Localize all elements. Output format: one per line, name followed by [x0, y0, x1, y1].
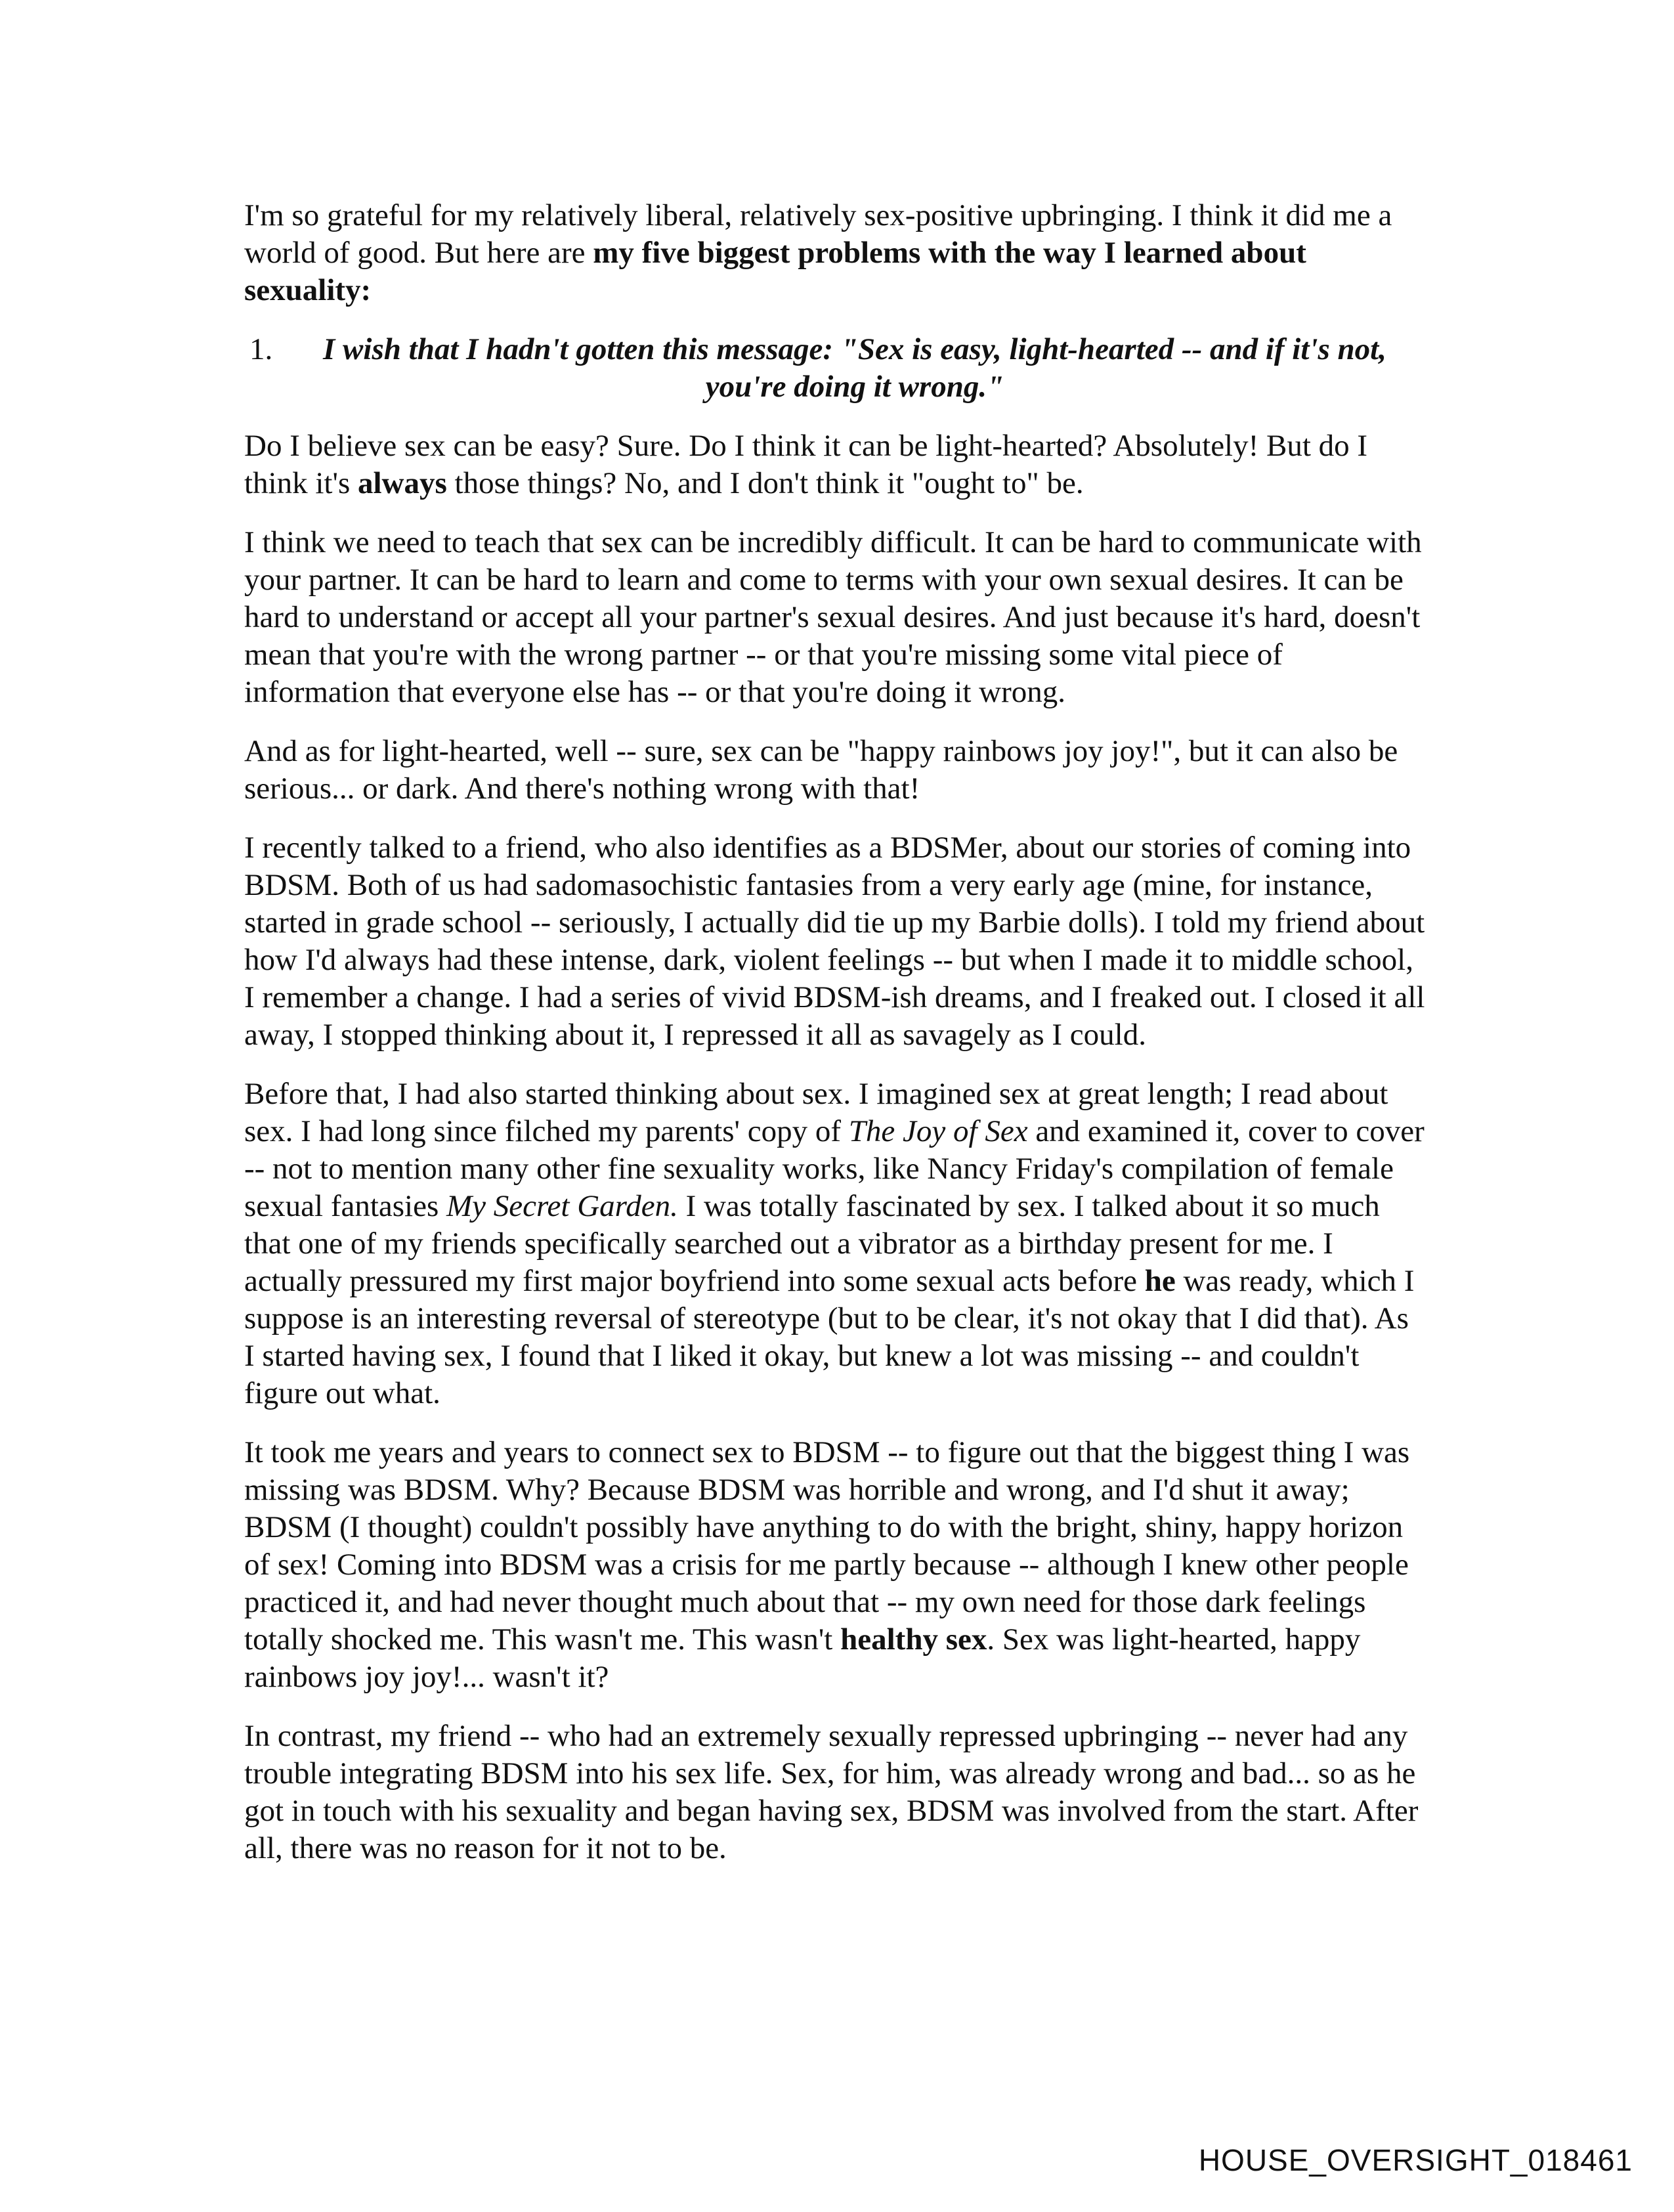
list-number: 1.: [249, 332, 273, 366]
paragraph-5-text-c: I was totally fascinated by sex. I talked about it so much that one of my friends specifically searched out a vibrator as a birthday present for me. I actually pressured my first major boyfriend into some sexual acts before: [244, 1189, 1380, 1298]
paragraph-3: And as for light-hearted, well -- sure, sex can be "happy rainbows joy joy!", but it can also be serious... or dark. And there's nothing wrong with that!: [244, 734, 1398, 806]
intro-text: I'm so grateful for my relatively liberal, relatively sex-positive upbringing. I think it did me a world of good. But here are: [244, 198, 1392, 270]
paragraph-5: [244, 1075, 1426, 1412]
book-title-my-secret-garden: My Secret Garden.: [446, 1189, 678, 1223]
paragraph-5-text-a: Before that, I had also started thinking about sex. I imagined sex at great length; I read about sex. I had long since filched my parents' copy of: [244, 1077, 1388, 1148]
document-body: [244, 197, 1426, 1889]
document-id-footer: HOUSE_OVERSIGHT_018461: [1198, 2143, 1633, 2177]
paragraph-1-bold: always: [358, 466, 447, 500]
list-item-heading: I wish that I hadn't gotten this message: "Sex is easy, light-hearted -- and if it's not, you're doing it wrong.": [323, 332, 1386, 404]
intro-bold-text: my five biggest problems with the way I learned about sexuality:: [244, 236, 1306, 307]
book-title-joy-of-sex: The Joy of Sex: [848, 1114, 1028, 1148]
paragraph-1-text-a: Do I believe sex can be easy? Sure. Do I think it can be light-hearted? Absolutely! But do I think it's: [244, 429, 1368, 500]
paragraph-2: I think we need to teach that sex can be incredibly difficult. It can be hard to communicate with your partner. It can be hard to learn and come to terms with your own sexual desires. It can be hard to understand or accept all your partner's sexual desires. And just because it's hard, doesn't mean that you're with the wrong partner -- or that you're missing some vital piece of information that everyone else has -- or that you're doing it wrong.: [244, 525, 1422, 709]
paragraph-6-text-a: It took me years and years to connect sex to BDSM -- to figure out that the biggest thing I was missing was BDSM. Why? Because BDSM was horrible and wrong, and I'd shut it away; BDSM (I thought) couldn't possibly have anything to do with the bright, shiny, happy horizon of sex! Coming into BDSM was a crisis for me partly because -- although I knew other people practiced it, and had never thought much about that -- my own need for those dark feelings totally shocked me. This wasn't me. This wasn't: [244, 1435, 1410, 1657]
paragraph-5-text-b: and examined it, cover to cover -- not to mention many other fine sexuality works, like Nancy Friday's compilation of female sexual fantasies: [244, 1114, 1425, 1223]
paragraph-6-text-b: . Sex was light-hearted, happy rainbows joy joy!... wasn't it?: [244, 1622, 1361, 1694]
paragraph-6-bold: healthy sex: [840, 1622, 987, 1657]
numbered-list-item-1: [244, 331, 1426, 406]
paragraph-7: In contrast, my friend -- who had an extremely sexually repressed upbringing -- never had any trouble integrating BDSM into his sex life. Sex, for him, was already wrong and bad... so as he got in touch with his sexuality and began having sex, BDSM was involved from the start. After all, there was no reason for it not to be.: [244, 1719, 1419, 1865]
paragraph-5-text-d: was ready, which I suppose is an interesting reversal of stereotype (but to be clear, it's not okay that I did that). As I started having sex, I found that I liked it okay, but knew a lot was missing -- and couldn't figure out what.: [244, 1264, 1415, 1410]
intro-paragraph: [244, 197, 1426, 309]
paragraph-1: [244, 427, 1426, 502]
paragraph-6: [244, 1434, 1426, 1696]
paragraph-4: I recently talked to a friend, who also identifies as a BDSMer, about our stories of coming into BDSM. Both of us had sadomasochistic fantasies from a very early age (mine, for instance, started in grade school -- seriously, I actually did tie up my Barbie dolls). I told my friend about how I'd always had these intense, dark, violent feelings -- but when I made it to middle school, I remember a change. I had a series of vivid BDSM-ish dreams, and I freaked out. I closed it all away, I stopped thinking about it, I repressed it all as savagely as I could.: [244, 831, 1425, 1052]
paragraph-1-text-b: those things? No, and I don't think it "ought to" be.: [446, 466, 1084, 500]
paragraph-5-bold: he: [1144, 1264, 1176, 1298]
